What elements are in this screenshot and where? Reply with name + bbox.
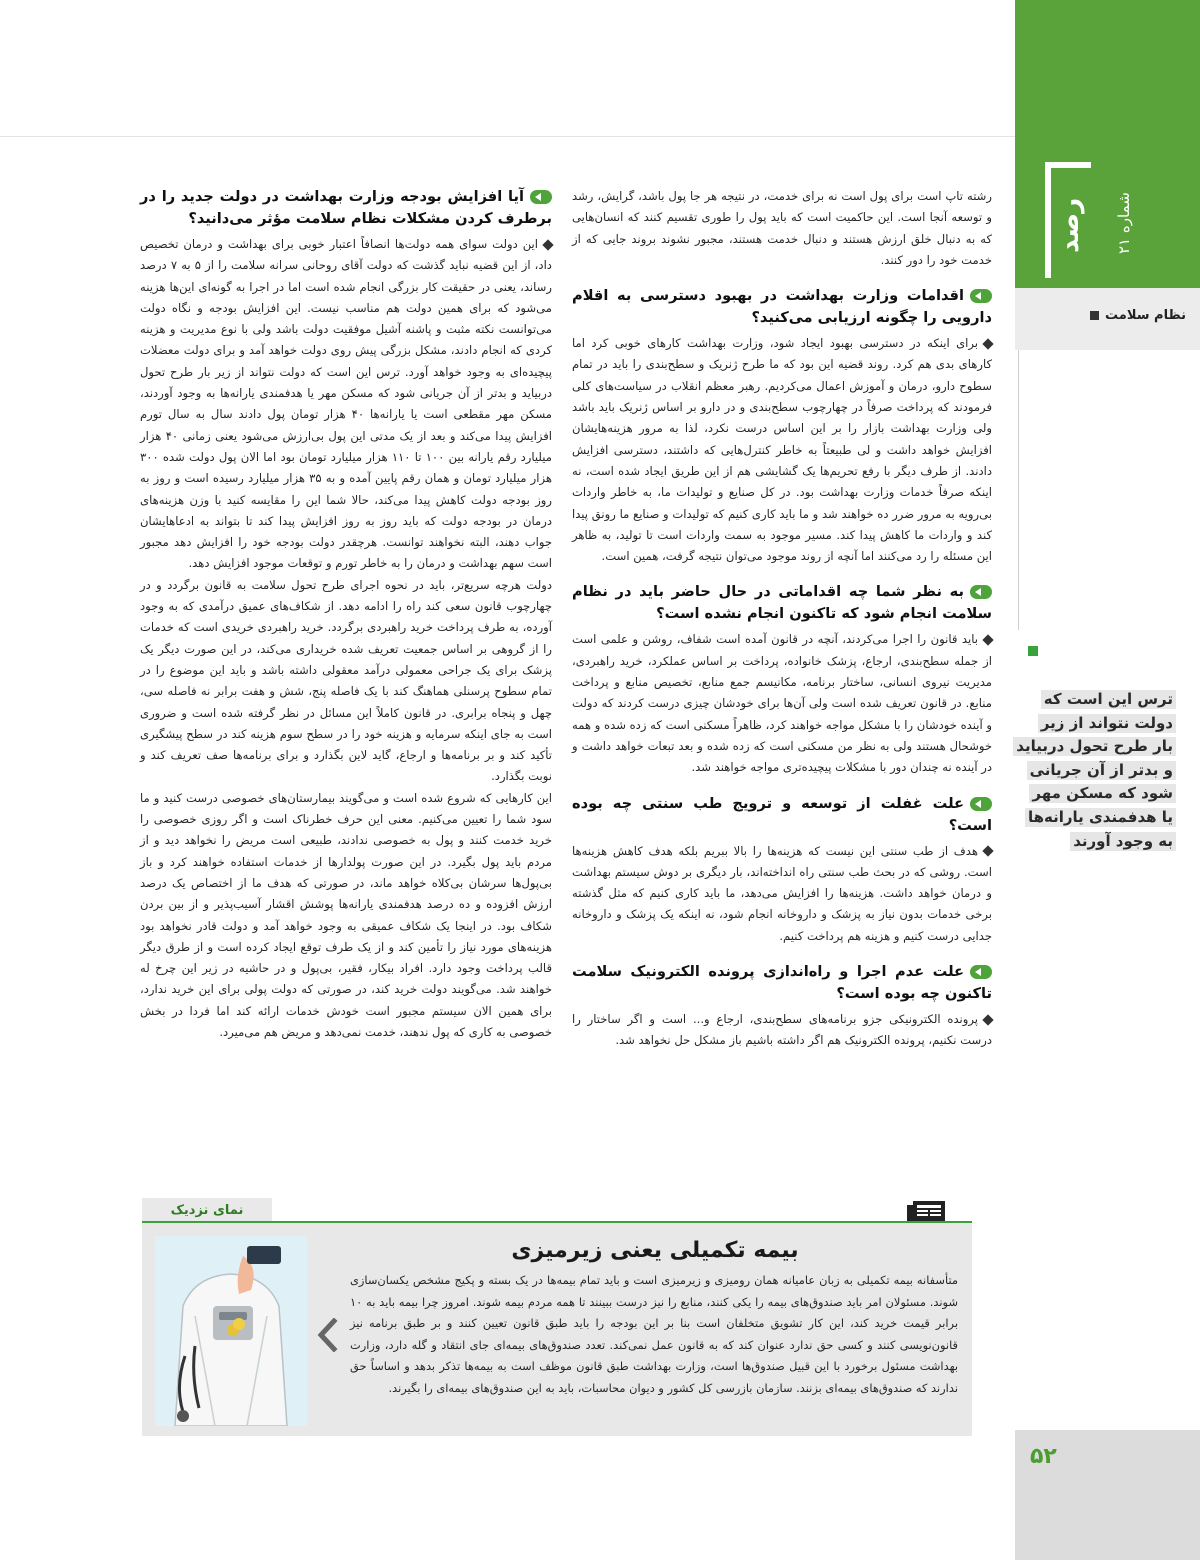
answer-paragraph bbox=[140, 234, 552, 575]
answer-paragraph: دولت هرچه سریع‌تر، باید در نحوه اجرای طرح تحول سلامت به قانون برگردد و در چهارچوب قانون سعی کند راه را ادامه دهد. از شکاف‌های عمیق درآمدی که به وجود آورده، به طرف پرداخت خرید راهبردی برگردد. خرید راهبردی خریدی است که خدمات را از گروهی بر اساس جمعیت تعریف شده خریداری می‌کند، در این صورت دیگر یک پزشک برای یک جراحی معمولی درآمد معقولی داشته باشد و باید این موضوع را در تمام سطوح پرسنلی هماهنگ کند با یک فاصله پنج، شش و هفت برابر نه فاصله سی، چهل و پنجاه برابری. در قانون کاملاً این مسائل در نظر گرفته شده است و ضروری است به جای اینکه سرمایه و هزینه خود را در سطح سوم هزینه کند در سطح پیشگیری تأکید کند و بر برنامه‌ها و ارجاع، گاید لاین بگذارد و برای برنامه‌ها صف تعریف کند و نوبت بگذارد. bbox=[140, 577, 552, 784]
section-label: نظام سلامت bbox=[1105, 308, 1186, 323]
question-heading bbox=[572, 961, 992, 1005]
question-icon bbox=[970, 585, 992, 599]
answer-paragraph bbox=[572, 629, 992, 778]
corner-accent bbox=[1015, 0, 1200, 136]
question-icon bbox=[530, 190, 552, 204]
question-text: علت عدم اجرا و راه‌اندازی پرونده الکترونیک سلامت تاکنون چه بوده است؟ bbox=[572, 963, 992, 1003]
question-text: علت غفلت از توسعه و ترویج طب سنتی چه بوده است؟ bbox=[572, 794, 992, 834]
question-icon bbox=[970, 797, 992, 811]
question-text: اقدامات وزارت بهداشت در بهبود دسترسی به اقلام دارویی را چگونه ارزیابی می‌کنید؟ bbox=[572, 287, 992, 327]
magazine-logo bbox=[1015, 136, 1200, 288]
answer-text: برای اینکه در دسترسی بهبود ایجاد شود، وزارت بهداشت کارهای خوبی کرد اما کارهای بدی هم کرد. روند قضیه این بود که ما طرح ژنریک و سطح‌بندی را باید در تمام سطوح دارو، درمان و آموزش اعمال می‌کردیم. رهبر معظم انقلاب در سیاست‌های کلی فرمودند که پرداخت صرفاً در چهارچوب سطح‌بندی و در دارو بر اساس ژنریک باید باشد ولی وزارت بهداشت بازار را بر این اساس درست نکرد، لذا به مرور هزینه‌هایشان افزایش خواهد داشت و لی طبیعتاً به خاطر کنترل‌هایی که داشتند، دسترسی افزایش دادند. از طرف دیگر با رفع تحریم‌ها یک گشایشی هم از این طریق ایجاد شده است، نه اینکه صرفاً خدمات وزارت بهداشت بود. در کل صنایع و تولیدات ما، به خاطر واردات بی‌رویه به مرور ضرر ده خواهند شد و ما باید کاری کنیم که تولیدات و صنایع ما رونق پیدا کند و واردات ما کاهش پیدا کند. مسیر موجود به سمت واردات است تا تولید، به ظاهر این مسئله را رد می‌کنند اما آنچه از روند موجود می‌توان نتیجه گرفت، همین است. bbox=[572, 336, 992, 564]
pull-quote bbox=[1016, 688, 1176, 853]
question-heading bbox=[572, 285, 992, 329]
question-text: آیا افزایش بودجه وزارت بهداشت در دولت جدید را در برطرف کردن مشکلات نظام سلامت مؤثر می‌دانید؟ bbox=[140, 188, 552, 227]
near-view-body: متأسفانه بیمه تکمیلی به زبان عامیانه همان رومیزی و زیرمیزی است و باید تمام بیمه‌ها در یک بسته و پکیج مشخص یکسان‌سازی شوند. مسئولان امر باید صندوق‌های بیمه را یکی کنند، منابع را نیز درست ببینند تا همه مردم بیمه شوند. امروز چرا بیمه باید به ۱۰ برابر قیمت خرید کند، این کار تشویق متخلفان است بنا بر این بودجه را باید طبق قانون تعیین کنند و بر طبق برنامه نیز قانون‌نویسی کنند و کسی حق ندارد عنوان کند که به قانون عمل نمی‌کند. تعدد صندوق‌های بیمه‌ای جای انتقاد و گله دارد، وزارت بهداشت مسئول برخورد با این قبیل صندوق‌ها است، وزارت بهداشت طبق قانون موظف است به بیمه‌ها تذکر بدهد و اساساً حق ندارند که صندوق‌های بیمه‌ای بزنند. سازمان بازرسی کل کشور و دیوان محاسبات، باید به این صندوق‌های بیمه‌ای را بگیرند. bbox=[350, 1273, 958, 1395]
left-column bbox=[140, 186, 552, 1043]
question-icon bbox=[970, 965, 992, 979]
top-blank-band bbox=[0, 0, 1015, 137]
intro-paragraph: رشته تاپ است برای پول است نه برای خدمت، در نتیجه هر جا پول باشد، گرایش، رشد و توسعه آنجا است. این حاکمیت است که باید پول را طوری تقسیم کنند که انسان‌هایی که به دنبال خلق ارزش هستند و دنبال خدمت هستند، مجبور نشوند بروند جایی که از خدمت خود را دور کنند. bbox=[572, 189, 992, 267]
answer-paragraph bbox=[572, 841, 992, 947]
answer-paragraph bbox=[572, 1009, 992, 1052]
answer-text: هدف از طب سنتی این نیست که هزینه‌ها را بالا ببریم بلکه هدف کاهش هزینه‌ها است. روشی که در بحث طب سنتی راه انداخته‌اند، بار دیگری بر دوش سیستم بهداشت و درمان خواهد داشت. هزینه‌ها را افزایش می‌دهد، ما باید کاری کنیم که مثل گذشته برخی خدمات بدون نیاز به پزشک و داروخانه انجام شود، نه اینکه یک پزشک و داروخانه جدایی درست کنیم و هزینه هم پرداخت کنیم. bbox=[572, 843, 992, 943]
question-heading bbox=[140, 186, 552, 230]
issue-label: شماره ۲۱ bbox=[1115, 192, 1133, 255]
newspaper-icon bbox=[905, 1195, 947, 1221]
bullet-icon bbox=[982, 634, 993, 645]
answer-text: پرونده الکترونیکی جزو برنامه‌های سطح‌بندی، ارجاع و... است و اگر ساختار را درست نکنیم، پرونده الکترونیک هم اگر داشته باشیم باز مشکل حل نخواهد شد. bbox=[572, 1012, 992, 1048]
page-number: ۵۲ bbox=[1030, 1444, 1057, 1469]
bullet-icon bbox=[982, 1014, 993, 1025]
question-text: به نظر شما چه اقداماتی در حال حاضر باید در نظام سلامت انجام شود که تاکنون انجام نشده است؟ bbox=[572, 583, 992, 623]
bullet-icon bbox=[542, 239, 553, 250]
section-header bbox=[1015, 288, 1200, 350]
question-heading bbox=[572, 793, 992, 837]
doctor-illustration bbox=[155, 1236, 307, 1426]
green-square-icon bbox=[1028, 646, 1038, 656]
square-icon bbox=[1090, 311, 1099, 320]
section-label-wrap bbox=[1090, 308, 1186, 323]
answer-paragraph bbox=[572, 333, 992, 567]
logo-text: رصد bbox=[1055, 197, 1085, 253]
near-view-tab: نمای نزدیک bbox=[142, 1198, 272, 1224]
answer-paragraph: این کارهایی که شروع شده است و می‌گویند بیمارستان‌های خصوصی درست کنید و ما سود شما را تعیین می‌کنیم. معنی این حرف خطرناک است و اگر روزی خصوصی را خرید خدمت کنند و پول به خصوصی ندادند، طبیعی است مریض را نخواهد دید و از مردم باید پول بگیرد. در این صورت پولدارها از خدمات استفاده خواهند کرد و باز بی‌پول‌ها سرشان بی‌کلاه خواهد ماند، در صورتی که هدف ما از اختصاص یک درصد ارزش افزوده و ده درصد هدفمندی یارانه‌ها پوشش اقشار آسیب‌پذیر و از بین بردن شکاف بود. در اینجا یک شکاف عمیقی به وجود خواهد آمد و دولت قادر نخواهد بود هزینه‌های مورد نیاز را تأمین کند و از یک طرف توقع ایجاد کرده است و از طرق دیگر قالب پرداخت وجود دارد. افراد بیکار، فقیر، بی‌پول و در حاشیه در زیر این چرخ له خواهند شد. می‌گویند دولت خرید کند، در صورتی که دولت پولی برای این خرید ندارد، برای همین الان سیستم مجبور است خودش خدمات ارائه کند اما فردا در بخش خصوصی به کاری که پول ندهند، خدمت نمی‌دهد و مریض هم می‌میرد. bbox=[140, 790, 552, 1039]
sidebar-divider bbox=[1018, 350, 1019, 630]
doctor-bribe-illustration bbox=[155, 1236, 307, 1426]
pull-quote-text: ترس این است که دولت نتواند از زیر بار طرح تحول دربیاید و بدتر از آن جریانی شود که مسکن مهر یا هدفمندی یارانه‌ها به وجود آورند bbox=[1013, 690, 1176, 851]
near-view-title: بیمه تکمیلی یعنی زیرمیزی bbox=[511, 1238, 799, 1263]
bullet-icon bbox=[982, 845, 993, 856]
right-column bbox=[572, 186, 992, 1052]
question-heading bbox=[572, 581, 992, 625]
answer-text: باید قانون را اجرا می‌کردند، آنچه در قانون آمده است شفاف، روشن و علمی است از جمله سطح‌بندی، ارجاع، پزشک خانواده، پرداخت بر اساس عملکرد، خرید راهبردی، مدیریت نیروی انسانی، ساختار برنامه، مکانیسم جمع منابع، تخصیص منابع و پرداخت منابع. در قانون تعریف شده است ولی آن‌ها برای خودشان چیزی درست کردند که دولت و آینده خودشان را با مشکل مواجه خواهند کرد، ظاهراً مسکنی است که زده شده و همه خوشحال هستند ولی به نظر من مسکنی است که زده شده و بعد تبعات خواهد داشت و در آینده نه چندان دور با مشکلات پیچیده‌تری مواجه خواهند شد. bbox=[572, 632, 992, 775]
answer-text: این دولت سوای همه دولت‌ها انصافاً اعتبار خوبی برای بهداشت و درمان تخصیص داد، از این قضیه نباید گذشت که دولت آقای روحانی سرانه سلامت را از ۵ به ۷ درصد رساند، یعنی در حقیقت کار بزرگی انجام شده است اما در اجرا به گونه‌ای این‌ها هزینه می‌شود که برای همین دولت هم مناسب نیست. این افزایش بودجه و نگاه دولت می‌توانست نکته مثبت و پاشنه آشیل موفقیت دولت باشد ولی با نوع مدیریت و هزینه کردی که انجام دادند، مشکل بزرگی پیش روی دولت خواهد آمد و برای دولت معضلات پیچیده‌ای به وجود خواهد آورد. ترس این است که دولت نتواند از زیر بار طرح تحول دربیاید و بدتر از آن جریانی شود که مسکن مهر یا هدفمندی یارانه‌ها به وجود آوردند، مسکن مهر مقطعی است یا یارانه‌ها ۴۰ هزار تومان پول دادند سال به سال تورم افزایش پیدا می‌کند و بعد از یک مدتی این پول بی‌ارزش می‌شود یعنی زمانی ۴۰ هزار میلیارد رقم یارانه بین ۱۰۰ تا ۱۱۰ هزار میلیارد تومان بود اما الان پول دولت شده ۳۰۰ هزار میلیارد تومان و همان رقم پایین آمده و به ۳۵ هزار میلیارد رسیده است و روز به روز بودجه دولت کاهش پیدا می‌کند، حالا شما این را مقایسه کنید با وزن هزینه‌های درمان در بودجه دولت که باید روز به روز افزایش پیدا کند تا بتواند به ادعاهایشان جواب دهند، البته نخواهند توانست. هرچقدر دولت بودجه خود را افزایش دهد مجبور است سهم بهداشت و درمان را به خاطر تورم و توقعات موجود افزایش دهد. bbox=[140, 237, 553, 571]
chevron-left-icon bbox=[316, 1318, 338, 1352]
bullet-icon bbox=[982, 338, 993, 349]
question-icon bbox=[970, 289, 992, 303]
